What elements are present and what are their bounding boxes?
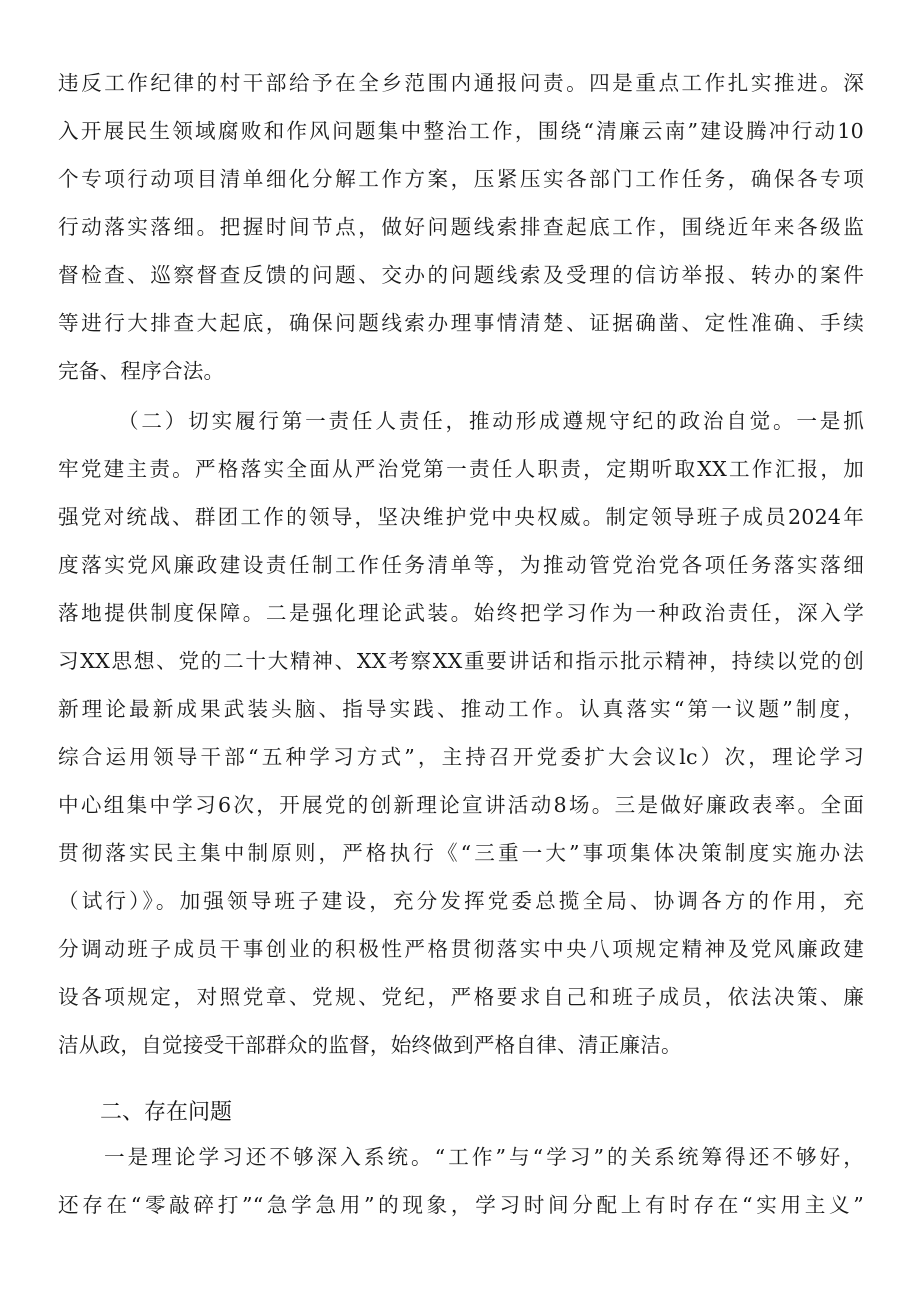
paragraph-line: （二）切实履行第一责任人责任，推动形成遵规守纪的政治自觉。一是抓 — [118, 409, 864, 433]
paragraph-line: 综合运用领导干部“五种学习方式”，主持召开党委扩大会议lc）次，理论学习 — [58, 745, 864, 769]
paragraph-line: 督检查、巡察督查反馈的问题、交办的问题线索及受理的信访举报、转办的案件 — [58, 263, 864, 287]
paragraph-line: 分调动班子成员干事创业的积极性严格贯彻落实中央八项规定精神及党风廉政建 — [58, 937, 864, 961]
paragraph-line: （试行）》。加强领导班子建设，充分发挥党委总揽全局、协调各方的作用，充 — [58, 889, 864, 913]
paragraph-line: 中心组集中学习6次，开展党的创新理论宣讲活动8场。三是做好廉政表率。全面 — [58, 793, 864, 817]
paragraph-line: 习XX思想、党的二十大精神、XX考察XX重要讲话和指示批示精神，持续以党的创 — [58, 649, 864, 673]
paragraph-line: 入开展民生领域腐败和作风问题集中整治工作，围绕“清廉云南”建设腾冲行动10 — [58, 119, 864, 143]
paragraph-line: 强党对统战、群团工作的领导，坚决维护党中央权威。制定领导班子成员2024年 — [58, 505, 864, 529]
paragraph-line: 设各项规定，对照党章、党规、党纪，严格要求自己和班子成员，依法决策、廉 — [58, 985, 864, 1009]
paragraph-line: 牢党建主责。严格落实全面从严治党第一责任人职责，定期听取XX工作汇报，加 — [58, 457, 864, 481]
paragraph-line: 行动落实落细。把握时间节点，做好问题线索排查起底工作，围绕近年来各级监 — [58, 215, 864, 239]
paragraph-line: 个专项行动项目清单细化分解工作方案，压紧压实各部门工作任务，确保各专项 — [58, 167, 864, 191]
paragraph-line: 完备、程序合法。 — [58, 359, 225, 383]
paragraph-line: 还存在“零敲碎打”“急学急用”的现象，学习时间分配上有时存在“实用主义” — [58, 1193, 864, 1217]
paragraph-line: 一是理论学习还不够深入系统。“工作”与“学习”的关系统筹得还不够好， — [104, 1145, 864, 1169]
section-heading: 二、存在问题 — [100, 1100, 233, 1125]
paragraph-line: 落地提供制度保障。二是强化理论武装。始终把学习作为一种政治责任，深入学 — [58, 601, 864, 625]
paragraph-line: 贯彻落实民主集中制原则，严格执行《“三重一大”事项集体决策制度实施办法 — [58, 841, 864, 865]
paragraph-line: 等进行大排查大起底，确保问题线索办理事情清楚、证据确凿、定性准确、手续 — [58, 311, 864, 335]
paragraph-line: 度落实党风廉政建设责任制工作任务清单等，为推动管党治党各项任务落实落细 — [58, 553, 864, 577]
paragraph-line: 违反工作纪律的村干部给予在全乡范围内通报问责。四是重点工作扎实推进。深 — [58, 71, 864, 95]
paragraph-line: 新理论最新成果武装头脑、指导实践、推动工作。认真落实“第一议题”制度， — [58, 697, 864, 721]
paragraph-line: 洁从政，自觉接受干部群众的监督，始终做到严格自律、清正廉洁。 — [58, 1033, 682, 1057]
